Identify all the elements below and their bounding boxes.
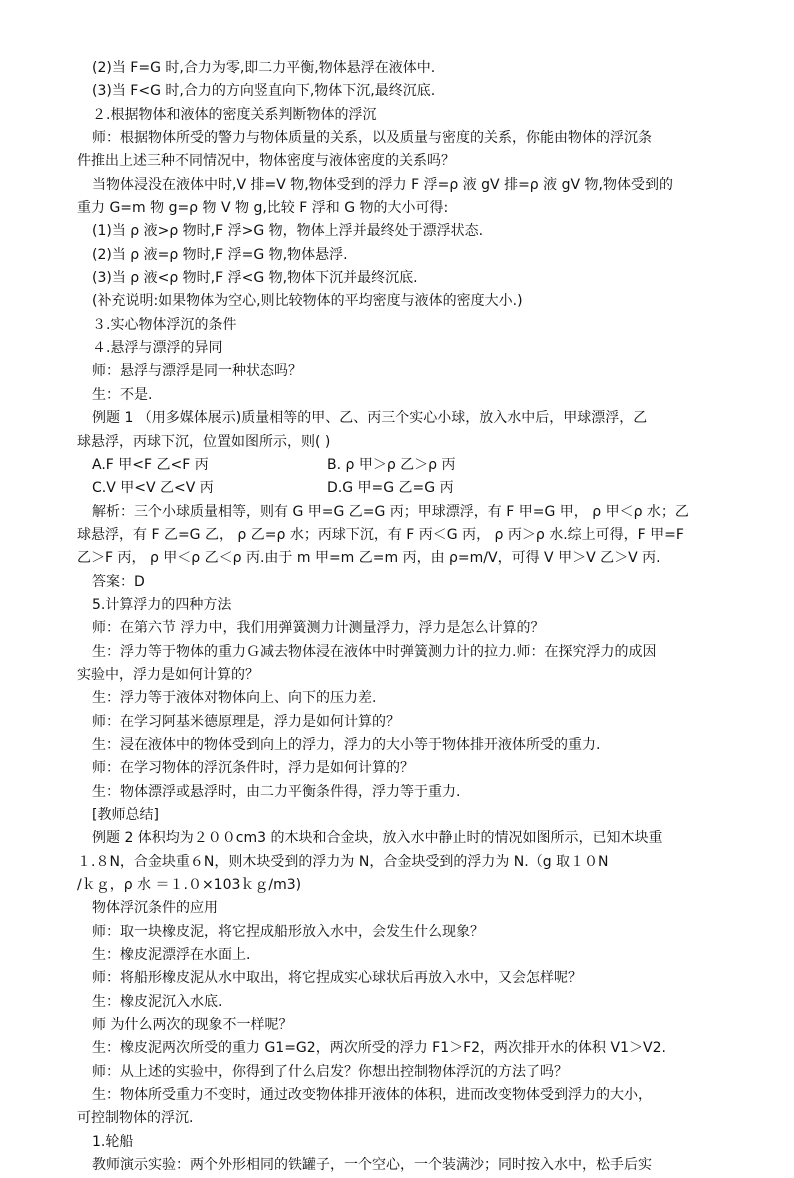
text-line: 师：悬浮与漂浮是同一种状态吗？ — [92, 363, 302, 380]
text-line: 当物体浸没在液体中时,V 排=V 物,物体受到的浮力 F 浮=ρ 液 gV 排=ρ 液 gV 物,物体受到的 — [92, 176, 673, 193]
choice-d: D.G 甲=G 乙=G 丙 — [327, 480, 454, 497]
analysis-line: 球悬浮，有 F 乙=G 乙， ρ 乙=ρ 水；丙球下沉，有 F 丙＜G 丙， ρ 丙＞ρ 水.综上可得，F 甲=F — [77, 526, 684, 543]
text-line: 生：浮力等于液体对物体向上、向下的压力差. — [92, 690, 377, 707]
text-line: 件推出上述三种不同情况中，物体密度与液体密度的关系吗？ — [77, 153, 455, 170]
section-heading: 1.轮船 — [92, 1133, 134, 1150]
text-line: 师：将船形橡皮泥从水中取出，将它捏成实心球状后再放入水中，又会怎样呢？ — [92, 970, 582, 987]
text-line: 生：橡皮泥沉入水底. — [92, 993, 223, 1010]
text-line: 师：从上述的实验中，你得到了什么启发？你想出控制物体浮沉的方法了吗？ — [92, 1063, 568, 1080]
section-heading: ４.悬浮与漂浮的异同 — [92, 340, 223, 357]
choice-c: C.V 甲<V 乙<V 丙 — [92, 480, 214, 497]
text-line: 生：不是. — [92, 386, 153, 403]
section-heading: 5.计算浮力的四种方法 — [92, 596, 232, 613]
example-question: 例题 1 （用多媒体展示)质量相等的甲、乙、丙三个实心小球，放入水中后，甲球漂浮，乙 — [92, 410, 648, 427]
example-question: 球悬浮，丙球下沉，位置如图所示，则( ) — [77, 433, 331, 450]
text-line: (2)当 ρ 液=ρ 物时,F 浮=G 物,物体悬浮. — [92, 246, 348, 263]
text-line: 生：橡皮泥两次所受的重力 G1=G2，两次所受的浮力 F1＞F2，两次排开水的体积 V1＞V2. — [92, 1040, 666, 1057]
text-line: 师：在第六节 浮力中，我们用弹簧测力计测量浮力，浮力是怎么计算的？ — [92, 620, 545, 637]
text-line: 师：在学习物体的浮沉条件时，浮力是如何计算的？ — [92, 760, 414, 777]
choice-a: A.F 甲<F 乙<F 丙 — [92, 456, 209, 473]
example-question: /ｋｇ，ρ 水 ＝１.０×103ｋｇ/m3) — [77, 877, 302, 894]
section-heading: ２.根据物体和液体的密度关系判断物体的浮沉 — [92, 106, 377, 123]
text-line: 师 为什么两次的现象不一样呢？ — [92, 1017, 293, 1034]
choice-row — [0, 454, 794, 477]
text-line: 生：浸在液体中的物体受到向上的浮力，浮力的大小等于物体排开液体所受的重力. — [92, 736, 601, 753]
text-line: 师：取一块橡皮泥，将它捏成船形放入水中，会发生什么现象？ — [92, 923, 484, 940]
text-line: 生：物体漂浮或悬浮时，由二力平衡条件得，浮力等于重力. — [92, 783, 461, 800]
section-heading: 物体浮沉条件的应用 — [92, 900, 218, 917]
choice-row — [0, 477, 794, 500]
text-line: 生：浮力等于物体的重力Ｇ减去物体浸在液体中时弹簧测力计的拉力.师：在探究浮力的成因 — [92, 643, 657, 660]
text-line: 重力 G=m 物 g=ρ 物 V 物 g,比较 F 浮和 G 物的大小可得: — [77, 200, 449, 217]
document-page — [0, 57, 794, 1178]
answer-line: 答案：D — [92, 573, 145, 590]
example-question: １.８N，合金块重６N，则木块受到的浮力为 N，合金块受到的浮力为 N.（g 取１０N — [77, 853, 609, 870]
text-line: (补充说明:如果物体为空心,则比较物体的平均密度与液体的密度大小.) — [92, 293, 523, 310]
text-line: 师：根据物体所受的警力与物体质量的关系，以及质量与密度的关系，你能由物体的浮沉条 — [92, 130, 652, 147]
text-line: (2)当 F=G 时,合力为零,即二力平衡,物体悬浮在液体中. — [92, 60, 436, 76]
text-line: 生：物体所受重力不变时，通过改变物体排开液体的体积，进而改变物体受到浮力的大小， — [92, 1087, 652, 1104]
analysis-line: 乙＞F 丙， ρ 甲＜ρ 乙＜ρ 丙.由于 m 甲=m 乙=m 丙，由 ρ=m/V，可得 V 甲＞V 乙＞V 丙. — [77, 550, 661, 567]
text-line: (3)当 F<G 时,合力的方向竖直向下,物体下沉,最终沉底. — [92, 83, 436, 100]
text-line: 实验中，浮力是如何计算的？ — [77, 666, 259, 683]
text-line: (1)当 ρ 液>ρ 物时,F 浮>G 物，物体上浮并最终处于漂浮状态. — [92, 223, 484, 240]
choice-b: B. ρ 甲＞ρ 乙＞ρ 丙 — [327, 456, 456, 473]
text-line: (3)当 ρ 液<ρ 物时,F 浮<G 物,物体下沉并最终沉底. — [92, 270, 418, 287]
text-line: 生：橡皮泥漂浮在水面上. — [92, 947, 251, 964]
text-line: 教师演示实验：两个外形相同的铁罐子，一个空心，一个装满沙；同时按入水中，松手后实 — [92, 1157, 652, 1174]
text-line: 可控制物体的浮沉. — [77, 1110, 194, 1127]
example-question: 例题 2 体积均为２００cm3 的木块和合金块，放入水中静止时的情况如图所示，已知木块重 — [92, 830, 663, 847]
text-line: 师：在学习阿基米德原理是，浮力是如何计算的？ — [92, 713, 400, 730]
section-heading: [教师总结] — [92, 807, 159, 823]
analysis-line: 解析：三个小球质量相等，则有 G 甲=G 乙=G 丙；甲球漂浮，有 F 甲=G 甲， ρ 甲＜ρ 水；乙 — [92, 503, 689, 520]
section-heading: ３.实心物体浮沉的条件 — [92, 316, 237, 333]
